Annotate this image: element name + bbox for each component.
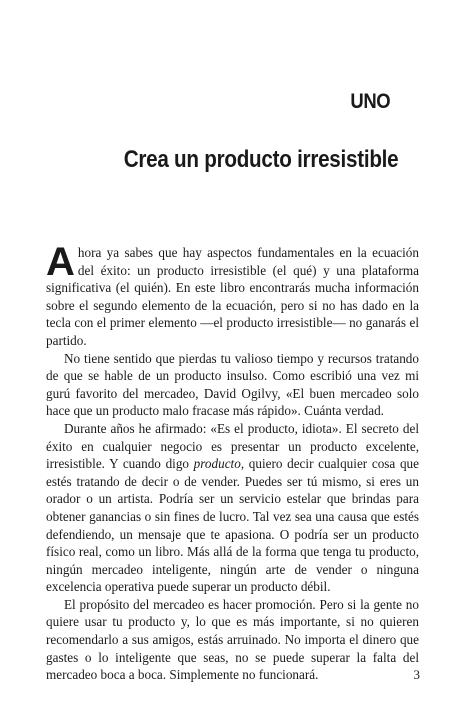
chapter-number: UNO xyxy=(350,90,390,113)
paragraph-4: El propósito del mercadeo es hacer promoción. Pero si la gente no quiere usar tu producto y, lo que es más importante, si no quieren recomendarlo a sus amigos, estás arruinado. No importa el dinero que gastes o lo inteligente que seas, no se puede superar la falta del mercadeo boca a boca. Simplemente no funcionará. xyxy=(46,596,419,683)
paragraph-1-text: hora ya sabes que hay aspectos fundamentales en la ecuación del éxito: un producto irresistible (el qué) y una plataforma significativa (el quién). En este libro encontrarás mucha información sobre el segundo elemento de la ecuación, pero si no has dado en la tecla con el primer elemento —el producto irresistible— no ganarás el partido. xyxy=(46,245,419,348)
drop-cap: A xyxy=(46,240,75,284)
paragraph-3-emphasis: producto xyxy=(193,456,241,472)
paragraph-3-text-after: , quiero decir cualquier cosa que estés tratando de decir o de vender. Puedes ser tú mismo, si eres un orador o un artista. Podría ser un servicio estelar que brindas para obtener ganancias o sin fines de lucro. Tal vez sea una causa que estés defendiendo, un mensaje que te apasiona. O podría ser un producto físico real, como un libro. Más allá de la forma que tenga tu producto, ningún mercadeo inteligente, ningún arte de vender o ninguna excelencia operativa puede superar un producto débil. xyxy=(46,456,419,595)
body-text xyxy=(46,240,419,684)
chapter-title: Crea un producto irresistible xyxy=(123,146,398,173)
paragraph-3-text-before: Durante años he afirmado: «Es el producto, idiota». El secreto del éxito en cualquier negocio es presentar un producto excelente, irresistible. Y cuando digo xyxy=(46,420,419,472)
paragraph-3 xyxy=(46,420,419,596)
paragraph-2: No tiene sentido que pierdas tu valioso tiempo y recursos tratando de que se hable de un producto insulso. Como escribió una vez mi gurú favorito del mercadeo, David Ogilvy, «El buen mercadeo solo hace que un producto malo fracase más rápido». Cuánta verdad. xyxy=(46,350,419,419)
paragraph-1 xyxy=(46,240,419,350)
page-number: 3 xyxy=(413,667,420,682)
